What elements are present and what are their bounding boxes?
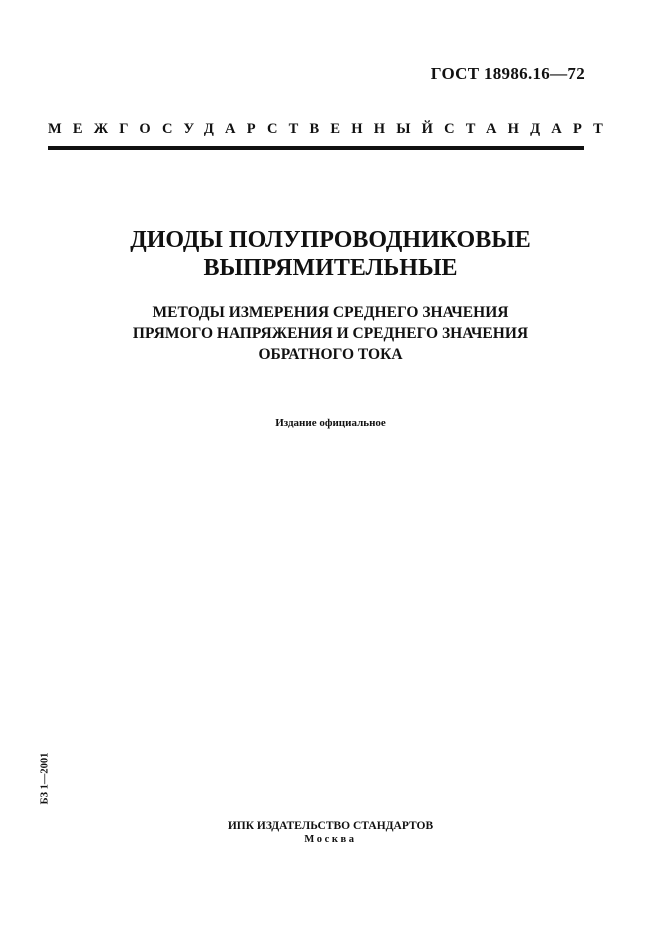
- side-code-text: БЗ 1—2001: [39, 752, 51, 804]
- subtitle-line-2: ПРЯМОГО НАПРЯЖЕНИЯ И СРЕДНЕГО ЗНАЧЕНИЯ: [132, 325, 529, 342]
- subtitle-line-3: ОБРАТНОГО ТОКА: [258, 346, 403, 363]
- standard-word: СТАНДАРТ: [444, 121, 615, 137]
- publisher-name: ИПК ИЗДАТЕЛЬСТВО СТАНДАРТОВ: [227, 820, 434, 832]
- interstate-standard-heading: [48, 121, 615, 138]
- subtitle-line-1: МЕТОДЫ ИЗМЕРЕНИЯ СРЕДНЕГО ЗНАЧЕНИЯ: [152, 304, 509, 321]
- publisher-city: Москва: [304, 834, 357, 845]
- document-title: [0, 226, 661, 282]
- document-subtitle: [0, 302, 661, 365]
- title-line-2: ВЫПРЯМИТЕЛЬНЫЕ: [203, 255, 458, 281]
- document-number: ГОСТ 18986.16—72: [430, 64, 585, 83]
- header-rule: [48, 146, 584, 150]
- edition-note: Издание официальное: [275, 417, 386, 429]
- side-code: [38, 736, 52, 820]
- title-line-1: ДИОДЫ ПОЛУПРОВОДНИКОВЫЕ: [130, 227, 531, 253]
- interstate-word: МЕЖГОСУДАРСТВЕННЫЙ: [48, 121, 445, 137]
